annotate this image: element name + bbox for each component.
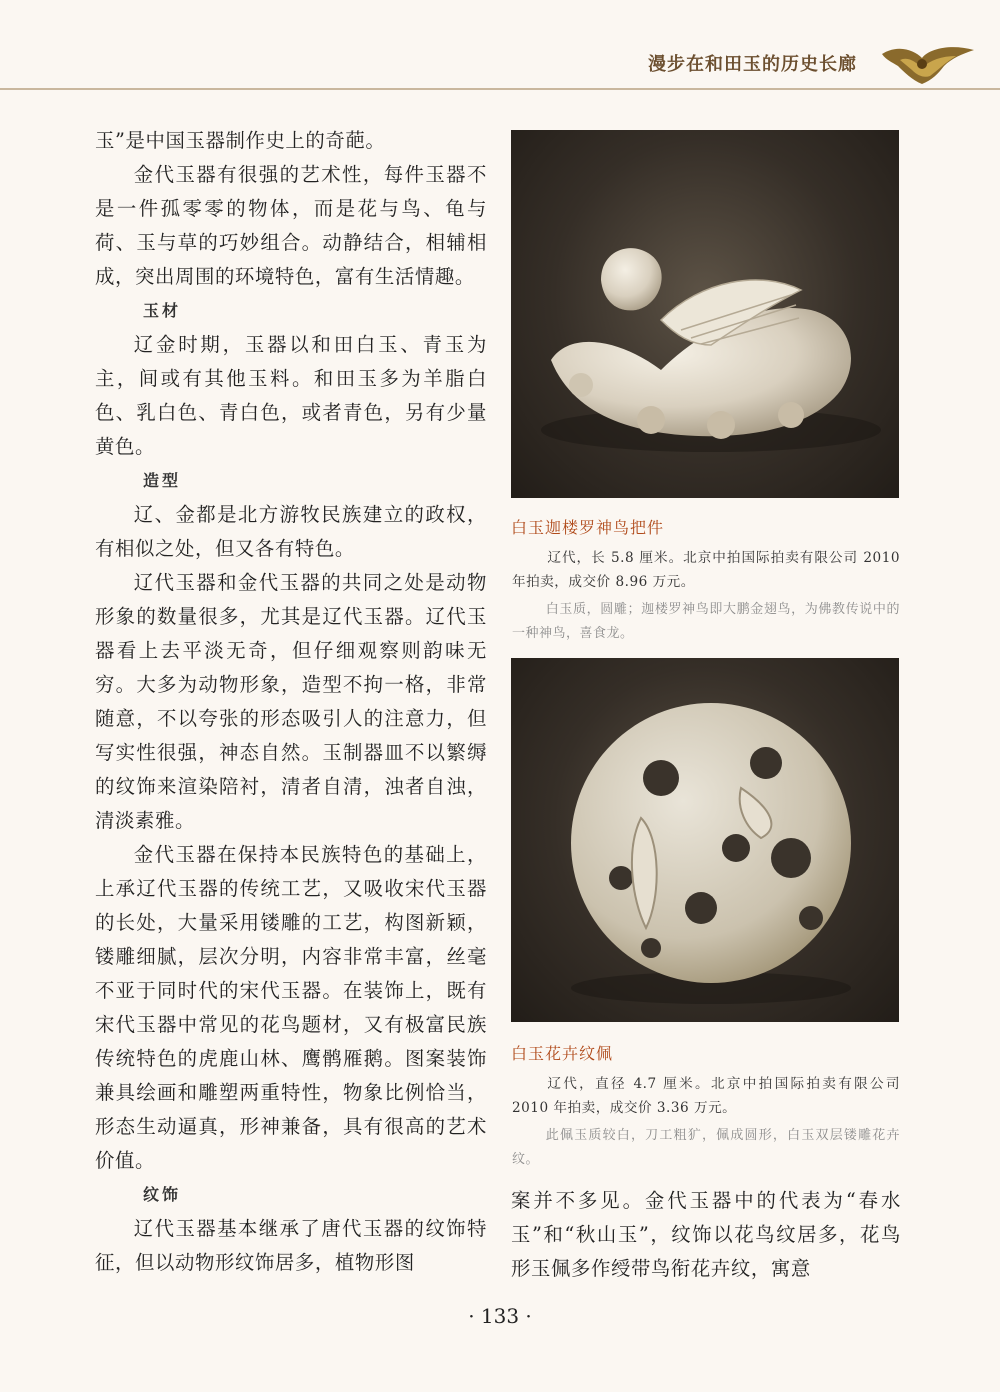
paragraph: 金代玉器在保持本民族特色的基础上，上承辽代玉器的传统工艺，又吸收宋代玉器的长处，大量采用镂雕的工艺，构图新颖，镂雕细腻，层次分明，内容非常丰富，丝毫不亚于同时代的宋代玉器。在装饰上，既有宋代玉器中常见的花鸟题材，又有极富民族传统特色的虎鹿山林、鹰鹘雁鹅。图案装饰兼具绘画和雕塑两重特性，物象比例恰当，形态生动逼真，形神兼备，具有很高的艺术价值。 (95, 843, 487, 1172)
jade-pendant-photo (511, 658, 899, 1022)
figure2-title: 白玉花卉纹佩 (511, 1044, 614, 1063)
section-heading-pattern: 纹饰 (143, 1185, 182, 1204)
section-heading-shape: 造型 (143, 471, 182, 490)
header-rule (0, 88, 1000, 90)
left-text-column (95, 124, 487, 1280)
paragraph: 玉”是中国玉器制作史上的奇葩。 (95, 129, 386, 152)
figure1-title: 白玉迦楼罗神鸟把件 (511, 518, 665, 537)
figure1-note: 白玉质，圆雕；迦楼罗神鸟即大鹏金翅鸟，为佛教传说中的一种神鸟，喜食龙。 (512, 602, 900, 641)
figure1-description: 辽代，长 5.8 厘米。北京中拍国际拍卖有限公司 2010 年拍卖，成交价 8.96 万元。 (512, 550, 900, 590)
paragraph: 案并不多见。金代玉器中的代表为“春水玉”和“秋山玉”，纹饰以花鸟纹居多，花鸟形玉佩多作绶带鸟衔花卉纹，寓意 (511, 1189, 901, 1280)
figure2-description: 辽代，直径 4.7 厘米。北京中拍国际拍卖有限公司 2010 年拍卖，成交价 3.36 万元。 (512, 1076, 900, 1116)
jade-bird-photo (511, 130, 899, 498)
paragraph: 辽金时期，玉器以和田白玉、青玉为主，间或有其他玉料。和田玉多为羊脂白色、乳白色、青白色，或者青色，另有少量黄色。 (95, 333, 487, 458)
paragraph: 辽代玉器和金代玉器的共同之处是动物形象的数量很多，尤其是辽代玉器。辽代玉器看上去平淡无奇，但仔细观察则韵味无穷。大多为动物形象，造型不拘一格，非常随意，不以夸张的形态吸引人的注意力，但写实性很强，神态自然。玉制器皿不以繁缛的纹饰来渲染陪衬，清者自清，浊者自浊，清淡素雅。 (95, 571, 487, 832)
paragraph: 金代玉器有很强的艺术性，每件玉器不是一件孤零零的物体，而是花与鸟、龟与荷、玉与草的巧妙组合。动静结合，相辅相成，突出周围的环境特色，富有生活情趣。 (95, 163, 487, 288)
section-heading-material: 玉材 (143, 301, 182, 320)
cloud-ornament-icon (878, 40, 978, 88)
page-number: · 133 · (468, 1304, 532, 1328)
figure2-note: 此佩玉质较白，刀工粗犷，佩成圆形，白玉双层镂雕花卉纹。 (512, 1128, 900, 1167)
paragraph: 辽代玉器基本继承了唐代玉器的纹饰特征，但以动物形纹饰居多，植物形图 (95, 1217, 487, 1274)
paragraph: 辽、金都是北方游牧民族建立的政权，有相似之处，但又各有特色。 (95, 503, 487, 560)
running-header-title: 漫步在和田玉的历史长廊 (648, 54, 857, 75)
right-text-continuation (511, 1184, 901, 1286)
